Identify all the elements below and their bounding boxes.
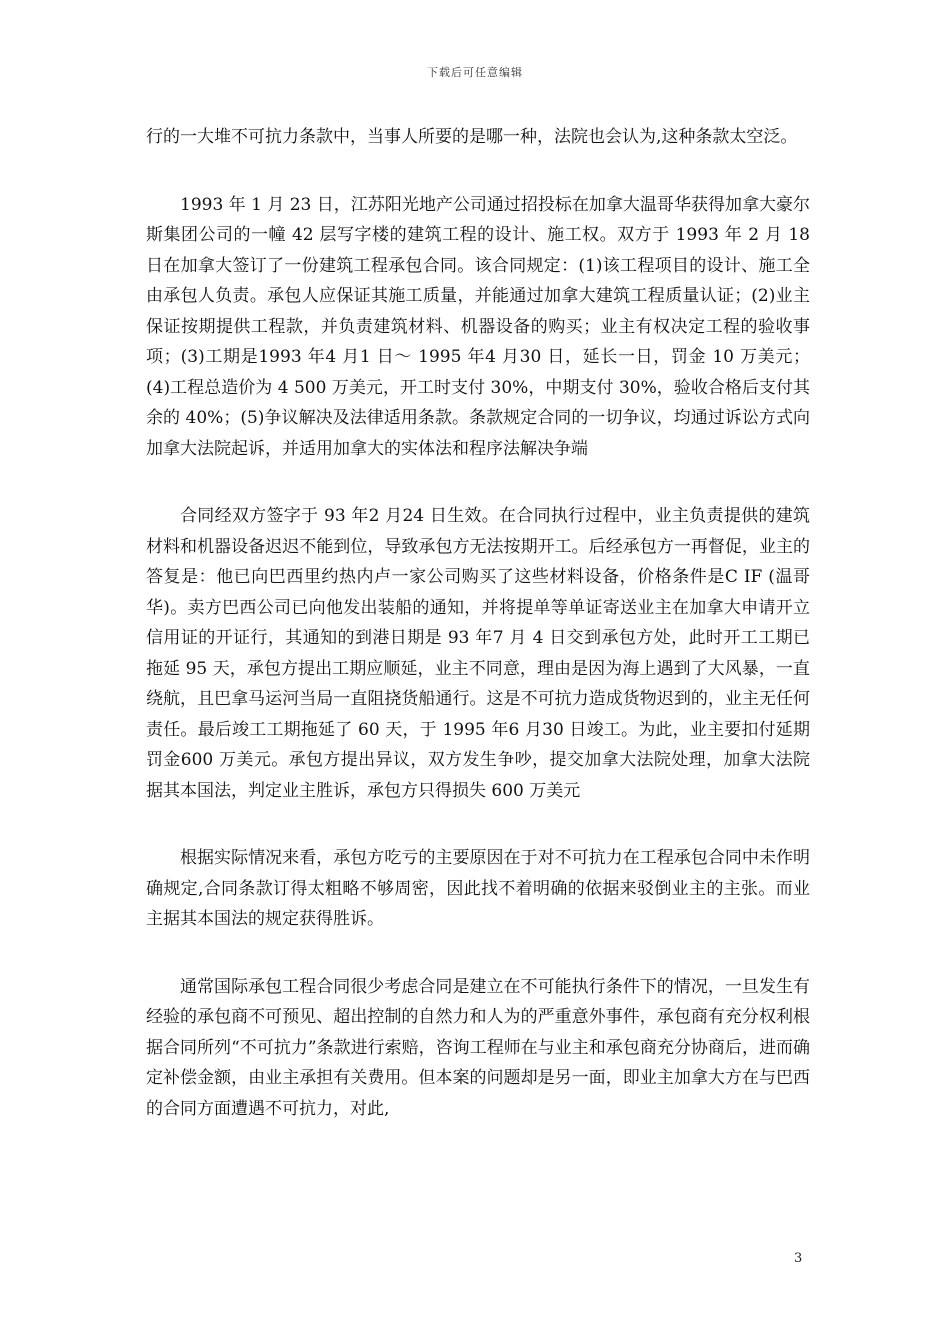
page-header: 下载后可任意编辑 <box>427 66 523 79</box>
paragraph-general-practice: 通常国际承包工程合同很少考虑合同是建立在不可能执行条件下的情况，一旦发生有经验的承包商不可预见、超出控制的自然力和人为的严重意外事件，承包商有充分权利根据合同所列“不可抗力”条款进行索赔，咨询工程师在与业主和承包商充分协商后，进而确定补偿金额，由业主承担有关费用。但本案的问题却是另一面，即业主加拿大方在与巴西的合同方面遭遇不可抗力，对此, <box>146 976 810 1119</box>
page-number: 3 <box>794 1251 803 1266</box>
paragraph-contract-execution: 合同经双方签字于 93 年2 月24 日生效。在合同执行过程中，业主负责提供的建筑材料和机器设备迟迟不能到位，导致承包方无法按期开工。后经承包方一再督促，业主的答复是：他已向巴西里约热内卢一家公司购买了这些材料设备，价格条件是C IF (温哥华)。卖方巴西公司已向他发出装船的通知，并将提单等单证寄送业主在加拿大申请开立信用证的开证行，其通知的到港日期是 93 年7 月 4 日交到承包方处，此时开工工期已拖延 95 天，承包方提出工期应顺延，业主不同意，理由是因为海上遇到了大风暴，一直绕航，且巴拿马运河当局一直阻挠货船通行。这是不可抗力造成货物迟到的，业主无任何责任。最后竣工工期拖延了 60 天，于 1995 年6 月30 日竣工。为此，业主要扣付延期罚金600 万美元。承包方提出异议，双方发生争吵，提交加拿大法院处理，加拿大法院据其本国法，判定业主胜诉，承包方只得损失 600 万美元 <box>146 506 810 801</box>
document-body <box>146 122 810 1124</box>
paragraph-case-facts: 1993 年 1 月 23 日，江苏阳光地产公司通过招投标在加拿大温哥华获得加拿大豪尔斯集团公司的一幢 42 层写字楼的建筑工程的设计、施工权。双方于 1993 年 2 月 18 日在加拿大签订了一份建筑工程承包合同。该合同规定：(1)该工程项目的设计、施工全由承包人负责。承包人应保证其施工质量，并能通过加拿大建筑工程质量认证；(2)业主保证按期提供工程款，并负责建筑材料、机器设备的购买；业主有权决定工程的验收事项；(3)工期是1993 年4 月1 日～ 1995 年4 月30 日，延长一日，罚金 10 万美元；(4)工程总造价为 4 500 万美元，开工时支付 30%，中期支付 30%，验收合格后支付其余的 40%；(5)争议解决及法律适用条款。条款规定合同的一切争议，均通过诉讼方式向加拿大法院起诉，并适用加拿大的实体法和程序法解决争端 <box>146 194 810 459</box>
paragraph-analysis: 根据实际情况来看，承包方吃亏的主要原因在于对不可抗力在工程承包合同中未作明确规定,合同条款订得太粗略不够周密，因此找不着明确的依据来驳倒业主的主张。而业主据其本国法的规定获得胜诉。 <box>146 848 810 929</box>
paragraph-continuation: 行的一大堆不可抗力条款中，当事人所要的是哪一种，法院也会认为,这种条款太空泛。 <box>146 127 798 147</box>
